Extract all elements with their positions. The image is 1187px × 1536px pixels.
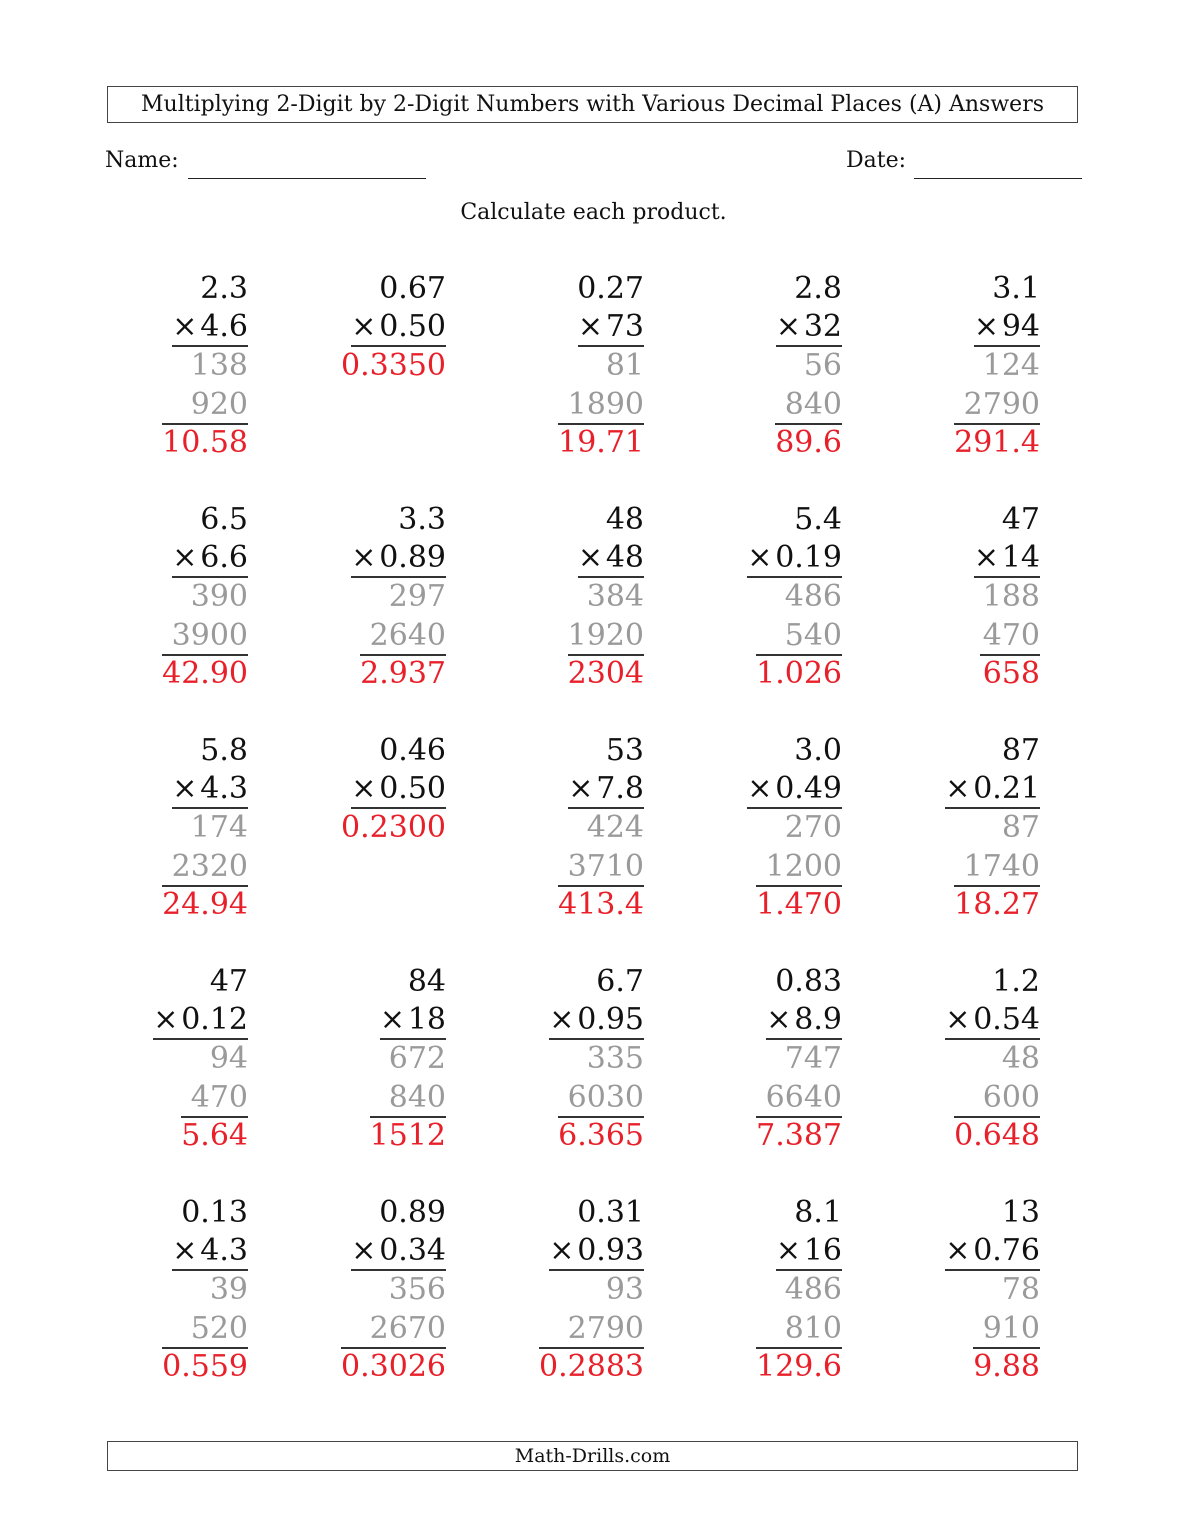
problem-6	[58, 501, 248, 701]
partial-product-2: 470	[982, 618, 1040, 653]
times-sign: ×	[172, 1233, 198, 1268]
answer: 1.470	[756, 887, 842, 922]
problem-12	[256, 732, 446, 932]
partial-product-1: 356	[388, 1272, 446, 1307]
answer: 0.2300	[341, 810, 446, 845]
multiplier-line	[351, 539, 446, 577]
worksheet-title: Multiplying 2-Digit by 2-Digit Numbers with Various Decimal Places (A) Answers	[107, 86, 1078, 123]
name-blank-line	[188, 178, 426, 179]
multiplier: 0.50	[379, 771, 446, 806]
answer: 413.4	[558, 887, 644, 922]
partial-product-2: 1890	[567, 387, 644, 422]
times-sign: ×	[747, 771, 773, 806]
partial-product-2: 600	[982, 1080, 1040, 1115]
multiplier: 32	[803, 309, 842, 344]
answer: 19.71	[558, 425, 644, 460]
sum-rule	[558, 885, 644, 887]
problem-13	[454, 732, 644, 932]
multiplier: 0.95	[577, 1002, 644, 1037]
problem-21	[58, 1194, 248, 1394]
problem-22	[256, 1194, 446, 1394]
answer: 5.64	[181, 1118, 248, 1153]
multiplier: 0.49	[775, 771, 842, 806]
sum-rule	[954, 1116, 1040, 1118]
multiplier-line	[945, 1001, 1040, 1039]
partial-product-2: 2670	[369, 1311, 446, 1346]
partial-product-2: 810	[784, 1311, 842, 1346]
partial-product-1: 56	[803, 348, 842, 383]
multiplier-line	[351, 770, 446, 808]
problem-15	[850, 732, 1040, 932]
partial-product-1: 81	[605, 348, 644, 383]
multiplier-line	[380, 1001, 446, 1039]
answer: 0.3026	[341, 1349, 446, 1384]
answer: 1.026	[756, 656, 842, 691]
sum-rule	[360, 654, 446, 656]
sum-rule	[162, 654, 248, 656]
partial-product-2: 840	[784, 387, 842, 422]
sum-rule	[980, 654, 1040, 656]
partial-product-1: 138	[190, 348, 248, 383]
multiplicand: 5.4	[794, 502, 842, 537]
multiplicand: 87	[1001, 733, 1040, 768]
partial-product-2: 540	[784, 618, 842, 653]
multiplicand: 3.0	[794, 733, 842, 768]
multiplier: 0.21	[973, 771, 1040, 806]
answer: 42.90	[162, 656, 248, 691]
problem-10	[850, 501, 1040, 701]
multiplier-line	[747, 770, 842, 808]
multiplier: 4.3	[200, 771, 248, 806]
partial-product-2: 3900	[171, 618, 248, 653]
times-sign: ×	[172, 309, 198, 344]
multiplicand: 0.89	[379, 1195, 446, 1230]
multiplier-line	[549, 1232, 644, 1270]
partial-product-2: 1200	[765, 849, 842, 884]
times-sign: ×	[351, 540, 377, 575]
problem-8	[454, 501, 644, 701]
multiplier-line	[351, 1232, 446, 1270]
answer: 6.365	[558, 1118, 644, 1153]
multiplicand: 84	[407, 964, 446, 999]
multiplier-line	[945, 1232, 1040, 1270]
partial-product-1: 384	[586, 579, 644, 614]
multiplicand: 0.83	[775, 964, 842, 999]
multiplier: 0.54	[973, 1002, 1040, 1037]
multiplicand: 53	[605, 733, 644, 768]
partial-product-1: 390	[190, 579, 248, 614]
problem-3	[454, 270, 644, 470]
times-sign: ×	[775, 309, 801, 344]
multiplier: 0.34	[379, 1233, 446, 1268]
sum-rule	[954, 423, 1040, 425]
partial-product-2: 840	[388, 1080, 446, 1115]
partial-product-2: 910	[982, 1311, 1040, 1346]
problem-20	[850, 963, 1040, 1163]
sum-rule	[756, 885, 842, 887]
multiplier: 94	[1001, 309, 1040, 344]
problem-19	[652, 963, 842, 1163]
multiplicand: 47	[1001, 502, 1040, 537]
problem-1	[58, 270, 248, 470]
multiplier-line	[974, 308, 1040, 346]
multiplicand: 3.1	[992, 271, 1040, 306]
partial-product-2: 3710	[567, 849, 644, 884]
partial-product-1: 78	[1001, 1272, 1040, 1307]
partial-product-1: 48	[1001, 1041, 1040, 1076]
times-sign: ×	[172, 771, 198, 806]
answer: 291.4	[954, 425, 1040, 460]
partial-product-1: 747	[784, 1041, 842, 1076]
problem-16	[58, 963, 248, 1163]
partial-product-1: 335	[586, 1041, 644, 1076]
times-sign: ×	[766, 1002, 792, 1037]
multiplier-line	[747, 539, 842, 577]
multiplier: 0.89	[379, 540, 446, 575]
problem-25	[850, 1194, 1040, 1394]
times-sign: ×	[568, 771, 594, 806]
sum-rule	[341, 1347, 446, 1349]
sum-rule	[775, 423, 842, 425]
problem-2	[256, 270, 446, 470]
answer: 0.3350	[341, 348, 446, 383]
multiplicand: 13	[1001, 1195, 1040, 1230]
multiplier: 0.76	[973, 1233, 1040, 1268]
partial-product-1: 672	[388, 1041, 446, 1076]
problem-4	[652, 270, 842, 470]
multiplier: 4.6	[200, 309, 248, 344]
partial-product-2: 470	[190, 1080, 248, 1115]
times-sign: ×	[577, 309, 603, 344]
multiplier: 0.93	[577, 1233, 644, 1268]
multiplier-line	[974, 539, 1040, 577]
partial-product-1: 486	[784, 579, 842, 614]
partial-product-2: 6640	[765, 1080, 842, 1115]
sum-rule	[539, 1347, 644, 1349]
answer: 9.88	[973, 1349, 1040, 1384]
answer: 2304	[567, 656, 644, 691]
times-sign: ×	[379, 1002, 405, 1037]
multiplicand: 0.46	[379, 733, 446, 768]
times-sign: ×	[945, 1002, 971, 1037]
multiplier: 48	[605, 540, 644, 575]
multiplicand: 0.31	[577, 1195, 644, 1230]
footer: Math-Drills.com	[107, 1441, 1078, 1471]
multiplier-line	[172, 770, 248, 808]
times-sign: ×	[775, 1233, 801, 1268]
times-sign: ×	[549, 1233, 575, 1268]
partial-product-1: 174	[190, 810, 248, 845]
name-label: Name:	[105, 148, 179, 173]
multiplicand: 2.8	[794, 271, 842, 306]
multiplier-line	[351, 308, 446, 346]
sum-rule	[162, 885, 248, 887]
answer: 89.6	[775, 425, 842, 460]
partial-product-2: 1740	[963, 849, 1040, 884]
times-sign: ×	[973, 540, 999, 575]
partial-product-1: 486	[784, 1272, 842, 1307]
problem-23	[454, 1194, 644, 1394]
multiplicand: 0.13	[181, 1195, 248, 1230]
date-blank-line	[914, 178, 1082, 179]
partial-product-1: 93	[605, 1272, 644, 1307]
sum-rule	[756, 654, 842, 656]
partial-product-1: 297	[388, 579, 446, 614]
times-sign: ×	[945, 1233, 971, 1268]
multiplicand: 3.3	[398, 502, 446, 537]
sum-rule	[558, 1116, 644, 1118]
problem-11	[58, 732, 248, 932]
multiplicand: 6.7	[596, 964, 644, 999]
sum-rule	[181, 1116, 248, 1118]
multiplier-line	[578, 539, 644, 577]
sum-rule	[756, 1347, 842, 1349]
multiplier: 6.6	[200, 540, 248, 575]
answer: 1512	[369, 1118, 446, 1153]
instructions: Calculate each product.	[460, 200, 727, 225]
times-sign: ×	[973, 309, 999, 344]
problem-18	[454, 963, 644, 1163]
multiplier: 16	[803, 1233, 842, 1268]
times-sign: ×	[351, 771, 377, 806]
answer: 10.58	[162, 425, 248, 460]
partial-product-2: 2640	[369, 618, 446, 653]
date-label: Date:	[846, 148, 907, 173]
multiplicand: 5.8	[200, 733, 248, 768]
multiplicand: 48	[605, 502, 644, 537]
partial-product-2: 2320	[171, 849, 248, 884]
times-sign: ×	[577, 540, 603, 575]
multiplicand: 47	[209, 964, 248, 999]
partial-product-2: 1920	[567, 618, 644, 653]
problem-24	[652, 1194, 842, 1394]
multiplicand: 2.3	[200, 271, 248, 306]
multiplier: 7.8	[596, 771, 644, 806]
multiplier-line	[945, 770, 1040, 808]
times-sign: ×	[747, 540, 773, 575]
multiplier: 0.12	[181, 1002, 248, 1037]
multiplier: 4.3	[200, 1233, 248, 1268]
partial-product-1: 270	[784, 810, 842, 845]
sum-rule	[973, 1347, 1040, 1349]
answer: 24.94	[162, 887, 248, 922]
partial-product-1: 188	[982, 579, 1040, 614]
partial-product-2: 6030	[567, 1080, 644, 1115]
multiplicand: 6.5	[200, 502, 248, 537]
problem-9	[652, 501, 842, 701]
multiplicand: 0.67	[379, 271, 446, 306]
sum-rule	[756, 1116, 842, 1118]
times-sign: ×	[945, 771, 971, 806]
partial-product-2: 920	[190, 387, 248, 422]
answer: 658	[982, 656, 1040, 691]
answer: 18.27	[954, 887, 1040, 922]
answer: 129.6	[756, 1349, 842, 1384]
partial-product-1: 124	[982, 348, 1040, 383]
multiplier-line	[766, 1001, 842, 1039]
sum-rule	[558, 423, 644, 425]
times-sign: ×	[351, 1233, 377, 1268]
partial-product-2: 2790	[963, 387, 1040, 422]
multiplier: 14	[1001, 540, 1040, 575]
multiplier: 18	[407, 1002, 446, 1037]
partial-product-1: 39	[209, 1272, 248, 1307]
answer: 0.559	[162, 1349, 248, 1384]
problem-5	[850, 270, 1040, 470]
multiplicand: 1.2	[992, 964, 1040, 999]
multiplier-line	[776, 1232, 842, 1270]
multiplicand: 0.27	[577, 271, 644, 306]
multiplier-line	[172, 308, 248, 346]
sum-rule	[162, 423, 248, 425]
sum-rule	[370, 1116, 446, 1118]
answer: 0.648	[954, 1118, 1040, 1153]
times-sign: ×	[172, 540, 198, 575]
multiplicand: 8.1	[794, 1195, 842, 1230]
multiplier: 0.50	[379, 309, 446, 344]
partial-product-2: 2790	[567, 1311, 644, 1346]
multiplier-line	[172, 539, 248, 577]
partial-product-1: 87	[1001, 810, 1040, 845]
multiplier-line	[172, 1232, 248, 1270]
multiplier: 8.9	[794, 1002, 842, 1037]
sum-rule	[954, 885, 1040, 887]
times-sign: ×	[153, 1002, 179, 1037]
partial-product-1: 424	[586, 810, 644, 845]
multiplier-line	[549, 1001, 644, 1039]
partial-product-1: 94	[209, 1041, 248, 1076]
multiplier: 0.19	[775, 540, 842, 575]
multiplier-line	[578, 308, 644, 346]
sum-rule	[568, 654, 644, 656]
sum-rule	[162, 1347, 248, 1349]
problem-14	[652, 732, 842, 932]
multiplier-line	[153, 1001, 248, 1039]
problem-17	[256, 963, 446, 1163]
problem-7	[256, 501, 446, 701]
times-sign: ×	[351, 309, 377, 344]
answer: 0.2883	[539, 1349, 644, 1384]
multiplier: 73	[605, 309, 644, 344]
times-sign: ×	[549, 1002, 575, 1037]
partial-product-2: 520	[190, 1311, 248, 1346]
multiplier-line	[568, 770, 644, 808]
multiplier-line	[776, 308, 842, 346]
answer: 2.937	[360, 656, 446, 691]
answer: 7.387	[756, 1118, 842, 1153]
